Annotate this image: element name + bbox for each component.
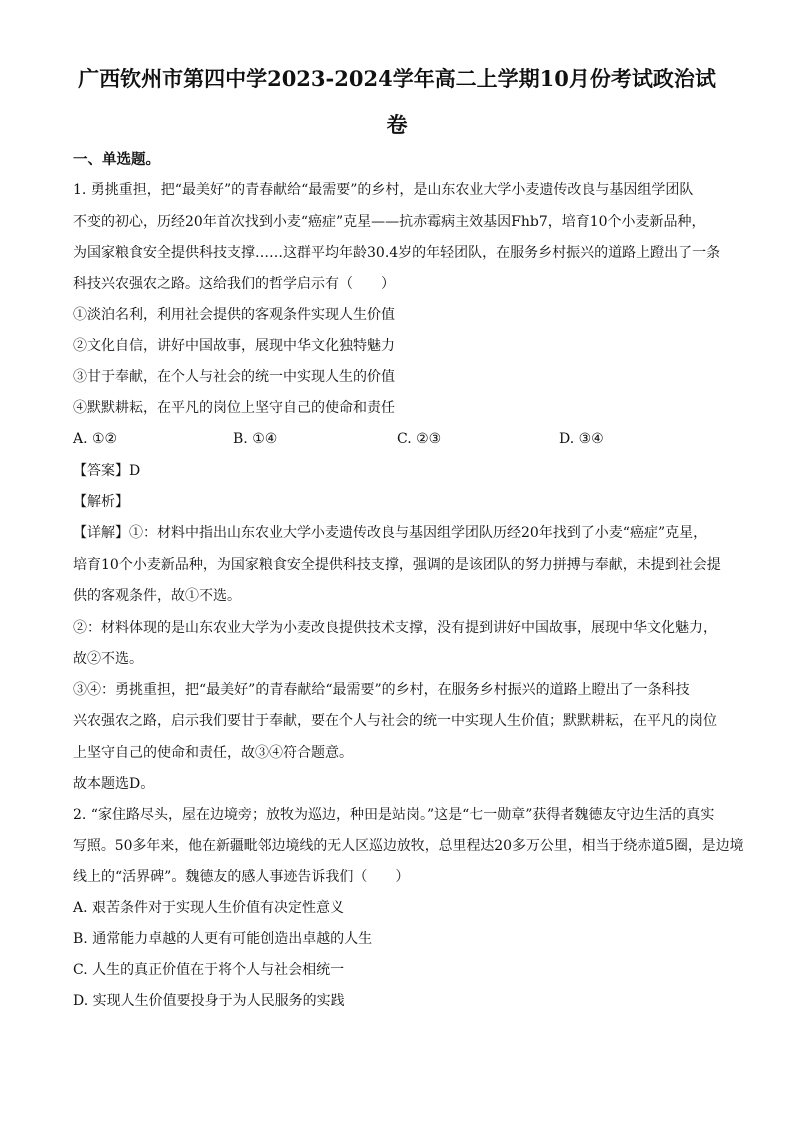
q1-stem-line: 科技兴农强农之路。这给我们的哲学启示有（ ）: [73, 276, 395, 292]
q2-stem-line: 线上的“活界碑”。魏德友的感人事迹告诉我们（ ）: [73, 869, 410, 885]
q2-option-b: B. 通常能力卓越的人更有可能创造出卓越的人生: [73, 931, 373, 947]
q1-detail-line: 故②不选。: [73, 651, 143, 667]
q1-detail-line: 【详解】①：材料中指出山东农业大学小麦遗传改良与基因组学团队历经20年找到了小麦“癌症”克星，: [73, 525, 708, 541]
q1-statement: ④默默耕耘，在平凡的岗位上坚守自己的使命和责任: [73, 400, 395, 416]
q1-option-a: A. ①②: [73, 431, 118, 447]
q2-stem-line: 写照。50多年来，他在新疆毗邻边境线的无人区巡边放牧，总里程达20多万公里，相当于绕赤道5圈，是边境: [73, 838, 744, 854]
q1-statement: ①淡泊名利，利用社会提供的客观条件实现人生价值: [73, 307, 395, 323]
q2-option-d: D. 实现人生价值要投身于为人民服务的实践: [73, 993, 345, 1009]
q1-option-d: D. ③④: [559, 431, 604, 447]
q1-detail-line: 兴农强农之路，启示我们要甘于奉献，要在个人与社会的统一中实现人生价值；默默耕耘，在平凡的岗位: [73, 713, 717, 729]
q1-stem-line: 为国家粮食安全提供科技支撑……这群平均年龄30.4岁的年轻团队，在服务乡村振兴的道路上蹬出了一条: [73, 245, 721, 261]
q1-answer: 【答案】D: [73, 463, 141, 479]
q1-option-c: C. ②③: [397, 431, 442, 447]
q1-statement: ③甘于奉献，在个人与社会的统一中实现人生的价值: [73, 369, 395, 385]
document-title-line-2: 卷: [386, 112, 408, 137]
q2-option-a: A. 艰苦条件对于实现人生价值有决定性意义: [73, 900, 345, 916]
q2-option-c: C. 人生的真正价值在于将个人与社会相统一: [73, 962, 345, 978]
q1-stem-line: 不变的初心，历经20年首次找到小麦“癌症”克星——抗赤霉病主效基因Fhb7，培育10个小麦新品种，: [73, 214, 706, 230]
document-title-line-1: 广西钦州市第四中学2023-2024学年高二上学期10月份考试政治试: [78, 66, 716, 91]
q2-stem-line: 2. “家住路尽头，屋在边境旁；放牧为巡边，种田是站岗。”这是“七一勋章”获得者魏德友守边生活的真实: [73, 807, 715, 823]
q1-stem-line: 1. 勇挑重担，把“最美好”的青春献给“最需要”的乡村，是山东农业大学小麦遗传改良与基因组学团队: [73, 182, 694, 198]
q1-detail-line: 上坚守自己的使命和责任，故③④符合题意。: [73, 745, 353, 761]
q1-analysis-label: 【解析】: [73, 494, 129, 510]
q1-statement: ②文化自信，讲好中国故事，展现中华文化独特魅力: [73, 338, 395, 354]
q1-detail-line: 供的客观条件，故①不选。: [73, 588, 241, 604]
section-heading: 一、单选题。: [73, 151, 160, 168]
q1-detail-line: ②：材料体现的是山东农业大学为小麦改良提供技术支撑，没有提到讲好中国故事，展现中华文化魅力，: [73, 620, 717, 636]
q1-detail-line: 故本题选D。: [73, 776, 155, 792]
q1-detail-line: 培育10个小麦新品种，为国家粮食安全提供科技支撑，强调的是该团队的努力拼搏与奉献，未提到社会提: [73, 557, 721, 573]
q1-option-b: B. ①④: [233, 431, 278, 447]
q1-detail-line: ③④：勇挑重担，把“最美好”的青春献给“最需要”的乡村，在服务乡村振兴的道路上瞪出了一条科技: [73, 682, 690, 698]
